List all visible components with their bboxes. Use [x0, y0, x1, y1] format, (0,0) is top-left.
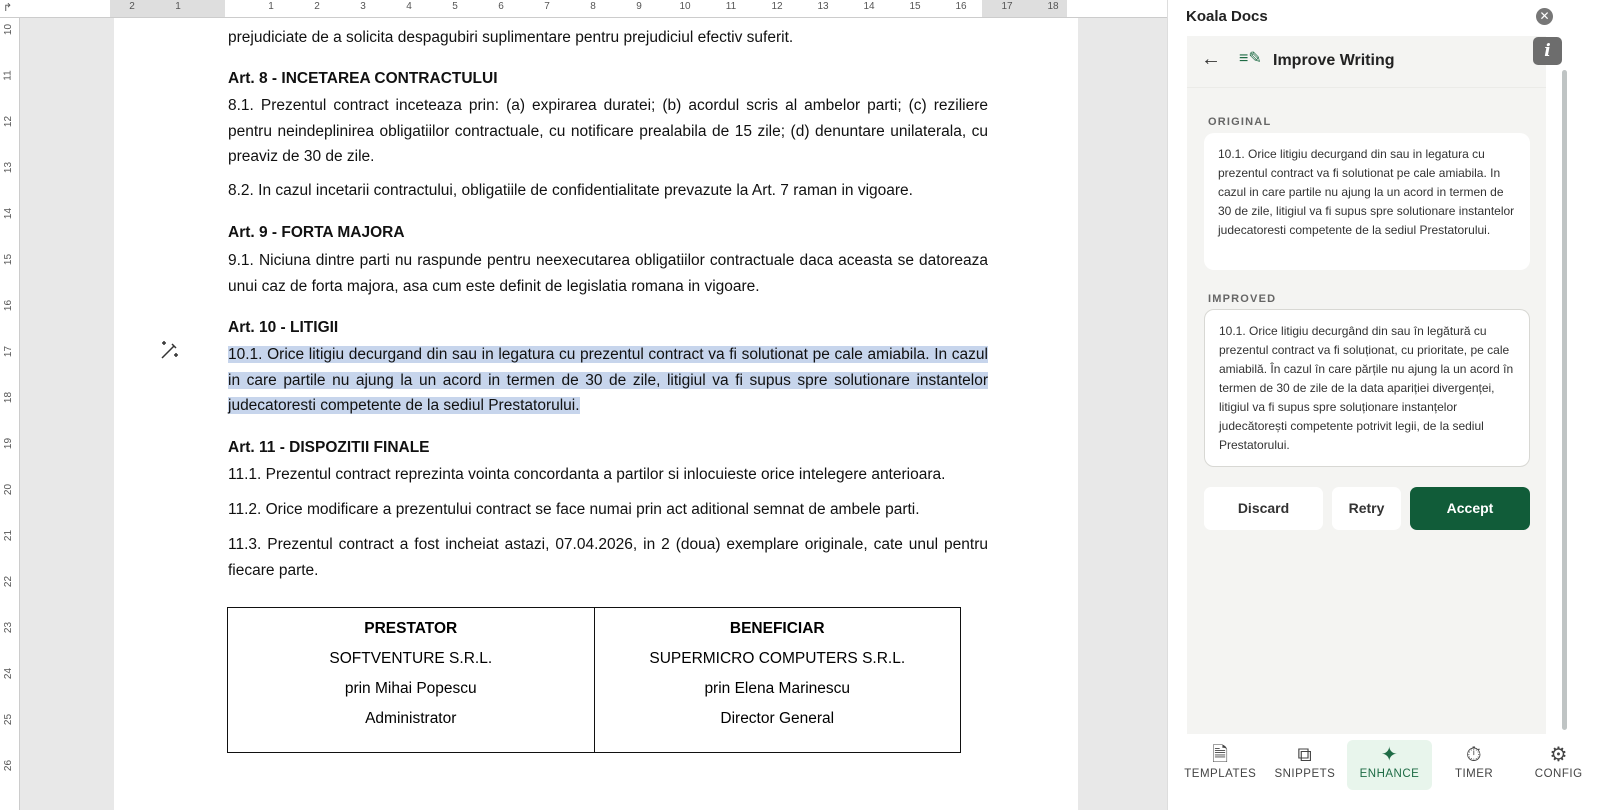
ruler-number: 20 [3, 483, 15, 496]
ruler-number: 24 [3, 667, 15, 680]
ruler-number: 23 [3, 621, 15, 634]
panel-heading: Improve Writing [1273, 52, 1395, 69]
copy-icon: ⧉ [1297, 744, 1313, 766]
horizontal-ruler[interactable] [0, 0, 1167, 18]
gear-icon: ⚙ [1549, 744, 1568, 766]
ruler-number: 13 [817, 1, 829, 12]
ruler-number: 14 [863, 1, 875, 12]
signature-beneficiar [594, 608, 961, 753]
party-company: SUPERMICRO COMPUTERS S.R.L. [649, 650, 906, 667]
ruler-number: 3 [360, 1, 366, 12]
ruler-number: 2 [129, 1, 135, 12]
ruler-number: 18 [1047, 1, 1059, 12]
party-title: Director General [720, 710, 835, 727]
party-role: PRESTATOR [364, 620, 458, 637]
ruler-number: 26 [3, 759, 15, 772]
ruler-number: 25 [3, 713, 15, 726]
nav-timer[interactable] [1432, 740, 1517, 790]
ruler-number: 12 [771, 1, 783, 12]
ruler-number: 19 [3, 437, 15, 450]
heading-art-10[interactable]: Art. 10 - LITIGII [228, 319, 339, 336]
nav-label: SNIPPETS [1274, 768, 1336, 780]
ruler-number: 5 [452, 1, 458, 12]
ruler-number: 22 [3, 575, 15, 588]
ruler-number: 10 [3, 23, 15, 36]
ruler-number: 16 [955, 1, 967, 12]
ruler-number: 7 [544, 1, 550, 12]
ruler-number: 13 [3, 161, 15, 174]
sparkles-icon: ✦ [1380, 744, 1399, 766]
ruler-number: 1 [268, 1, 274, 12]
paragraph-8-1[interactable]: 8.1. Prezentul contract inceteaza prin: (a) expirarea duratei; (b) acordul scris al ambelor parti; (c) reziliere pentru neindeplinirea obligatiilor contractuale, cu notificare prealabila de 15 zile; (d) denuntare unilaterala, cu preaviz de 30 de zile. [228, 97, 988, 165]
accept-button[interactable]: Accept [1410, 487, 1530, 530]
heading-art-9[interactable]: Art. 9 - FORTA MAJORA [228, 224, 405, 241]
heading-art-8[interactable]: Art. 8 - INCETAREA CONTRACTULUI [228, 70, 498, 87]
nav-enhance[interactable] [1347, 740, 1432, 790]
bottom-nav [1168, 736, 1600, 810]
panel-header [1187, 36, 1546, 88]
ruler-number: 17 [1001, 1, 1013, 12]
koala-docs-sidebar [1167, 0, 1600, 810]
scrollbar[interactable] [1562, 70, 1567, 730]
improved-label: IMPROVED [1208, 293, 1277, 305]
info-icon[interactable]: i [1533, 37, 1562, 65]
ruler-number: 15 [909, 1, 921, 12]
ruler-number: 15 [3, 253, 15, 266]
retry-button[interactable]: Retry [1332, 487, 1401, 530]
discard-button[interactable]: Discard [1204, 487, 1323, 530]
nav-templates[interactable] [1178, 740, 1263, 790]
ruler-number: 4 [406, 1, 412, 12]
back-arrow-icon[interactable]: ← [1201, 48, 1221, 70]
party-company: SOFTVENTURE S.R.L. [329, 650, 493, 667]
original-label: ORIGINAL [1208, 116, 1272, 128]
original-text: 10.1. Orice litigiu decurgand din sau in legatura cu prezentul contract va fi solutionat pe cale amiabila. In cazul in care partile nu ajung la un acord in termen de 30 de zile, litigiul va fi supus spre solutionare instantelor judecatoresti competente de la sediul Prestatorului. [1204, 133, 1530, 270]
magic-wand-icon[interactable] [158, 338, 182, 362]
ruler-number: 17 [3, 345, 15, 358]
heading-art-11[interactable]: Art. 11 - DISPOZITII FINALE [228, 439, 430, 456]
party-role: BENEFICIAR [729, 620, 825, 637]
ruler-number: 21 [3, 529, 15, 542]
ruler-number: 9 [636, 1, 642, 12]
ruler-number: 16 [3, 299, 15, 312]
nav-label: ENHANCE [1359, 768, 1420, 780]
nav-snippets[interactable] [1263, 740, 1348, 790]
ruler-number: 2 [314, 1, 320, 12]
selection-highlight: 10.1. Orice litigiu decurgand din sau in legatura cu prezentul contract va fi solutionat pe cale amiabila. In cazul in care partile nu ajung la un acord in termen de 30 de zile, litigiul va fi supus spre solutionare instantelor judecatoresti competente de la sediul Prestatorului. [228, 346, 988, 414]
party-rep: prin Mihai Popescu [344, 680, 477, 697]
ruler-margin-left [110, 0, 225, 17]
ruler-number: 12 [3, 115, 15, 128]
close-icon[interactable]: ✕ [1536, 8, 1553, 25]
paragraph[interactable]: prejudiciate de a solicita despagubiri suplimentare pentru prejudiciul efectiv suferit. [228, 29, 794, 46]
stopwatch-icon: ⏱ [1466, 744, 1483, 766]
signature-table [227, 607, 961, 753]
ruler-number: 8 [590, 1, 596, 12]
ruler-number: 18 [3, 391, 15, 404]
nav-label: CONFIG [1534, 768, 1583, 780]
party-title: Administrator [365, 710, 457, 727]
paragraph-11-2[interactable]: 11.2. Orice modificare a prezentului contract se face numai prin act aditional semnat de ambele parti. [228, 501, 920, 518]
ruler-number: 10 [679, 1, 691, 12]
ruler-number: 11 [725, 1, 737, 12]
panel-title: Koala Docs [1186, 8, 1268, 25]
paragraph-9-1[interactable]: 9.1. Niciuna dintre parti nu raspunde pentru neexecutarea obligatiilor contractuale daca aceasta se datoreaza unui caz de forta majora, asa cum este definit de legislatia romana in vigoare. [228, 252, 988, 295]
signature-prestator [228, 608, 595, 753]
improve-writing-panel [1187, 36, 1546, 734]
nav-config[interactable] [1516, 740, 1600, 790]
tab-stop-icon[interactable]: ↱ [3, 2, 13, 14]
party-rep: prin Elena Marinescu [704, 680, 851, 697]
nav-label: TEMPLATES [1184, 768, 1257, 780]
paragraph-11-1[interactable]: 11.1. Prezentul contract reprezinta vointa concordanta a partilor si inlocuieste orice intelegere anterioara. [228, 466, 946, 483]
document-icon: 🗎 [1212, 744, 1229, 766]
ruler-number: 1 [175, 1, 181, 12]
ruler-number: 14 [3, 207, 15, 220]
paragraph-10-1-selected[interactable] [228, 342, 988, 419]
paragraph-8-2[interactable]: 8.2. In cazul incetarii contractului, obligatiile de confidentialitate prevazute la Art. 7 raman in vigoare. [228, 182, 913, 199]
ruler-number: 11 [2, 70, 14, 81]
edit-lines-icon: ≡✎ [1239, 50, 1262, 67]
nav-label: TIMER [1454, 768, 1494, 780]
paragraph-11-3[interactable]: 11.3. Prezentul contract a fost incheiat astazi, 07.04.2026, in 2 (doua) exemplare originale, cate unul pentru fiecare parte. [228, 536, 988, 579]
improved-text[interactable]: 10.1. Orice litigiu decurgând din sau în legătură cu prezentul contract va fi soluționat, cu prioritate, pe cale amiabilă. În cazul în care părțile nu ajung la un acord în termen de 30 de zile de la data apariției divergenței, litigiul va fi supus spre soluționare instanțelor judecătorești competente potrivit legii, de la sediul Prestatorului. [1204, 309, 1530, 467]
vertical-ruler[interactable] [0, 18, 20, 810]
ruler-number: 6 [498, 1, 504, 12]
